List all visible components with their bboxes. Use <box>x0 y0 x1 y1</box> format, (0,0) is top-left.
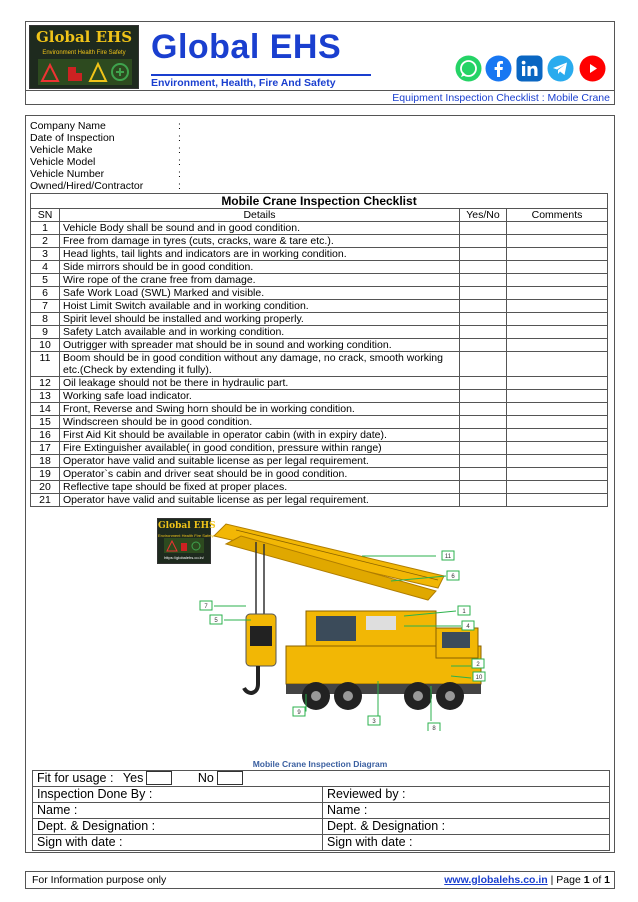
col-header-sn: SN <box>31 209 60 222</box>
item-comment-cell[interactable] <box>507 455 608 468</box>
col-header-details: Details <box>60 209 460 222</box>
diagram-logo-subtitle: Environment Health Fire Safety <box>158 533 214 538</box>
diagram-logo <box>157 518 216 564</box>
item-detail: Spirit level should be installed and working properly. <box>60 313 460 326</box>
inspection-checklist-table <box>30 193 608 507</box>
item-yesno-cell[interactable] <box>460 352 507 377</box>
item-sn: 17 <box>31 442 60 455</box>
inspector-sign-field[interactable]: Sign with date : <box>33 835 323 851</box>
callout-label: 7 <box>204 604 208 610</box>
item-sn: 12 <box>31 377 60 390</box>
info-label: Vehicle Make <box>30 144 93 156</box>
table-row <box>31 248 608 261</box>
item-yesno-cell[interactable] <box>460 390 507 403</box>
item-comment-cell[interactable] <box>507 248 608 261</box>
item-comment-cell[interactable] <box>507 403 608 416</box>
item-yesno-cell[interactable] <box>460 261 507 274</box>
table-row <box>31 313 608 326</box>
item-yesno-cell[interactable] <box>460 429 507 442</box>
item-detail: Hoist Limit Switch available and in working condition. <box>60 300 460 313</box>
item-detail: Working safe load indicator. <box>60 390 460 403</box>
youtube-icon[interactable] <box>579 55 606 82</box>
document-title: Equipment Inspection Checklist : Mobile Crane <box>392 92 610 104</box>
info-label: Vehicle Model <box>30 156 96 168</box>
document-header <box>25 21 615 105</box>
item-yesno-cell[interactable] <box>460 442 507 455</box>
item-detail: Reflective tape should be fixed at proper places. <box>60 481 460 494</box>
item-comment-cell[interactable] <box>507 313 608 326</box>
item-yesno-cell[interactable] <box>460 481 507 494</box>
item-detail: Operator have valid and suitable license as per legal requirement. <box>60 494 460 507</box>
item-detail: First Aid Kit should be available in operator cabin (with in expiry date). <box>60 429 460 442</box>
inspection-done-by[interactable]: Inspection Done By : <box>33 787 323 803</box>
item-yesno-cell[interactable] <box>460 313 507 326</box>
diagram-callout <box>200 601 212 610</box>
col-header-comments: Comments <box>507 209 608 222</box>
item-detail: Safety Latch available and in working condition. <box>60 326 460 339</box>
item-comment-cell[interactable] <box>507 300 608 313</box>
document-footer <box>25 871 615 889</box>
item-sn: 2 <box>31 235 60 248</box>
item-comment-cell[interactable] <box>507 416 608 429</box>
fit-for-usage-row <box>33 771 610 787</box>
item-yesno-cell[interactable] <box>460 403 507 416</box>
header-divider <box>26 90 614 91</box>
reviewer-dept-field[interactable]: Dept. & Designation : <box>323 819 610 835</box>
item-detail: Operator have valid and suitable license as per legal requirement. <box>60 455 460 468</box>
diagram-logo-url[interactable]: https://globalehs.co.in/ <box>164 555 204 560</box>
yes-label: Yes <box>122 771 144 785</box>
global-ehs-logo <box>29 25 139 89</box>
item-comment-cell[interactable] <box>507 429 608 442</box>
item-sn: 10 <box>31 339 60 352</box>
diagram-callout <box>428 723 440 731</box>
item-sn: 8 <box>31 313 60 326</box>
item-yesno-cell[interactable] <box>460 377 507 390</box>
item-yesno-cell[interactable] <box>460 468 507 481</box>
item-comment-cell[interactable] <box>507 390 608 403</box>
table-row <box>31 429 608 442</box>
info-colon: : <box>178 120 181 132</box>
brand-title: Global EHS <box>151 28 342 66</box>
reviewed-by[interactable]: Reviewed by : <box>323 787 610 803</box>
table-row <box>31 494 608 507</box>
item-detail: Outrigger with spreader mat should be in sound and working condition. <box>60 339 460 352</box>
diagram-callout <box>368 716 380 725</box>
table-row <box>31 403 608 416</box>
signoff-table <box>32 770 610 851</box>
item-yesno-cell[interactable] <box>460 339 507 352</box>
telegram-icon[interactable] <box>547 55 574 82</box>
linkedin-icon[interactable] <box>516 55 543 82</box>
page-number: 1 <box>583 874 590 886</box>
item-yesno-cell[interactable] <box>460 494 507 507</box>
item-detail: Front, Reverse and Swing horn should be in working condition. <box>60 403 460 416</box>
table-row <box>31 416 608 429</box>
no-label: No <box>197 771 214 785</box>
inspector-dept-field[interactable]: Dept. & Designation : <box>33 819 323 835</box>
item-detail: Fire Extinguisher available( in good condition, pressure within range) <box>60 442 460 455</box>
item-sn: 19 <box>31 468 60 481</box>
item-sn: 16 <box>31 429 60 442</box>
callout-label: 3 <box>372 719 376 725</box>
table-row <box>31 235 608 248</box>
diagram-callout <box>447 571 459 580</box>
table-row <box>31 390 608 403</box>
item-sn: 6 <box>31 287 60 300</box>
table-row <box>31 468 608 481</box>
website-link[interactable]: www.globalehs.co.in <box>444 874 548 886</box>
table-row <box>31 326 608 339</box>
info-label: Date of Inspection <box>30 132 115 144</box>
footer-disclaimer: For Information purpose only <box>32 874 167 886</box>
footer-right <box>444 874 610 886</box>
item-detail: Operator`s cabin and driver seat should be in good condition. <box>60 468 460 481</box>
item-detail: Safe Work Load (SWL) Marked and visible. <box>60 287 460 300</box>
item-comment-cell[interactable] <box>507 287 608 300</box>
fit-label: Fit for usage : <box>37 771 114 785</box>
item-yesno-cell[interactable] <box>460 455 507 468</box>
item-detail: Side mirrors should be in good condition. <box>60 261 460 274</box>
footer-page-sep: | Page <box>547 874 584 886</box>
callout-label: 10 <box>475 675 483 681</box>
item-detail: Oil leakage should not be there in hydraulic part. <box>60 377 460 390</box>
item-detail: Boom should be in good condition without any damage, no crack, smooth working etc.(Check by extending it fully). <box>60 352 460 377</box>
item-sn: 11 <box>31 352 60 377</box>
callout-label: 6 <box>451 574 455 580</box>
info-label: Owned/Hired/Contractor <box>30 180 144 192</box>
item-sn: 15 <box>31 416 60 429</box>
item-comment-cell[interactable] <box>507 274 608 287</box>
info-colon: : <box>178 168 181 180</box>
item-yesno-cell[interactable] <box>460 287 507 300</box>
item-comment-cell[interactable] <box>507 481 608 494</box>
item-comment-cell[interactable] <box>507 468 608 481</box>
info-colon: : <box>178 156 181 168</box>
item-sn: 1 <box>31 222 60 235</box>
table-row <box>31 339 608 352</box>
table-row <box>31 222 608 235</box>
callout-label: 1 <box>462 609 466 615</box>
diagram-callout <box>472 659 484 668</box>
callout-label: 9 <box>297 710 301 716</box>
item-comment-cell[interactable] <box>507 442 608 455</box>
whatsapp-icon[interactable] <box>455 55 482 82</box>
facebook-icon[interactable] <box>485 55 512 82</box>
mobile-crane-diagram <box>166 516 506 731</box>
diagram-callout <box>458 606 470 615</box>
item-comment-cell[interactable] <box>507 261 608 274</box>
callout-label: 2 <box>476 662 480 668</box>
table-row <box>31 352 608 377</box>
item-sn: 7 <box>31 300 60 313</box>
item-comment-cell[interactable] <box>507 222 608 235</box>
table-row <box>31 481 608 494</box>
diagram-callout <box>442 551 454 560</box>
col-header-yesno: Yes/No <box>460 209 507 222</box>
yes-checkbox[interactable] <box>146 771 172 785</box>
diagram-callout <box>473 672 485 681</box>
logo-title: Global EHS <box>35 28 133 46</box>
item-sn: 5 <box>31 274 60 287</box>
reviewer-name-field[interactable]: Name : <box>323 803 610 819</box>
item-yesno-cell[interactable] <box>460 248 507 261</box>
table-row <box>31 300 608 313</box>
item-comment-cell[interactable] <box>507 352 608 377</box>
table-row <box>31 261 608 274</box>
item-detail: Wire rope of the crane free from damage. <box>60 274 460 287</box>
info-colon: : <box>178 132 181 144</box>
diagram-callout <box>210 615 222 624</box>
item-sn: 13 <box>31 390 60 403</box>
diagram-logo-emblem-icon <box>164 538 204 553</box>
no-checkbox[interactable] <box>217 771 243 785</box>
item-comment-cell[interactable] <box>507 326 608 339</box>
item-yesno-cell[interactable] <box>460 274 507 287</box>
table-row <box>31 377 608 390</box>
info-label: Company Name <box>30 120 106 132</box>
diagram-callout <box>293 707 305 716</box>
item-sn: 18 <box>31 455 60 468</box>
logo-subtitle: Environment Health Fire Safety <box>42 50 126 56</box>
checklist-title: Mobile Crane Inspection Checklist <box>31 194 608 209</box>
inspector-name-field[interactable]: Name : <box>33 803 323 819</box>
info-label: Vehicle Number <box>30 168 105 180</box>
item-comment-cell[interactable] <box>507 235 608 248</box>
item-sn: 21 <box>31 494 60 507</box>
footer-of: of <box>589 874 605 886</box>
item-detail: Free from damage in tyres (cuts, cracks, ware & tare etc.). <box>60 235 460 248</box>
diagram-callout <box>462 621 474 630</box>
item-comment-cell[interactable] <box>507 339 608 352</box>
item-detail: Vehicle Body shall be sound and in good condition. <box>60 222 460 235</box>
item-sn: 14 <box>31 403 60 416</box>
checklist-frame <box>25 115 615 853</box>
table-row <box>31 274 608 287</box>
item-yesno-cell[interactable] <box>460 300 507 313</box>
table-row <box>31 442 608 455</box>
callout-label: 4 <box>466 624 470 630</box>
item-sn: 20 <box>31 481 60 494</box>
info-colon: : <box>178 144 181 156</box>
item-comment-cell[interactable] <box>507 377 608 390</box>
table-row <box>31 287 608 300</box>
item-comment-cell[interactable] <box>507 494 608 507</box>
item-yesno-cell[interactable] <box>460 416 507 429</box>
info-colon: : <box>178 180 181 192</box>
item-sn: 4 <box>31 261 60 274</box>
item-yesno-cell[interactable] <box>460 326 507 339</box>
reviewer-sign-field[interactable]: Sign with date : <box>323 835 610 851</box>
diagram-caption: Mobile Crane Inspection Diagram <box>252 759 388 769</box>
callout-label: 11 <box>444 554 452 560</box>
callout-label: 8 <box>432 726 436 731</box>
item-yesno-cell[interactable] <box>460 222 507 235</box>
diagram-logo-title: Global EHS <box>158 521 216 531</box>
page-total: 1 <box>604 874 610 886</box>
callout-label: 5 <box>214 618 218 624</box>
item-sn: 3 <box>31 248 60 261</box>
item-detail: Head lights, tail lights and indicators are in working condition. <box>60 248 460 261</box>
brand-subtitle: Environment, Health, Fire And Safety <box>151 74 371 89</box>
logo-emblem-icon <box>38 59 132 85</box>
item-yesno-cell[interactable] <box>460 235 507 248</box>
item-detail: Windscreen should be in good condition. <box>60 416 460 429</box>
table-row <box>31 455 608 468</box>
item-sn: 9 <box>31 326 60 339</box>
